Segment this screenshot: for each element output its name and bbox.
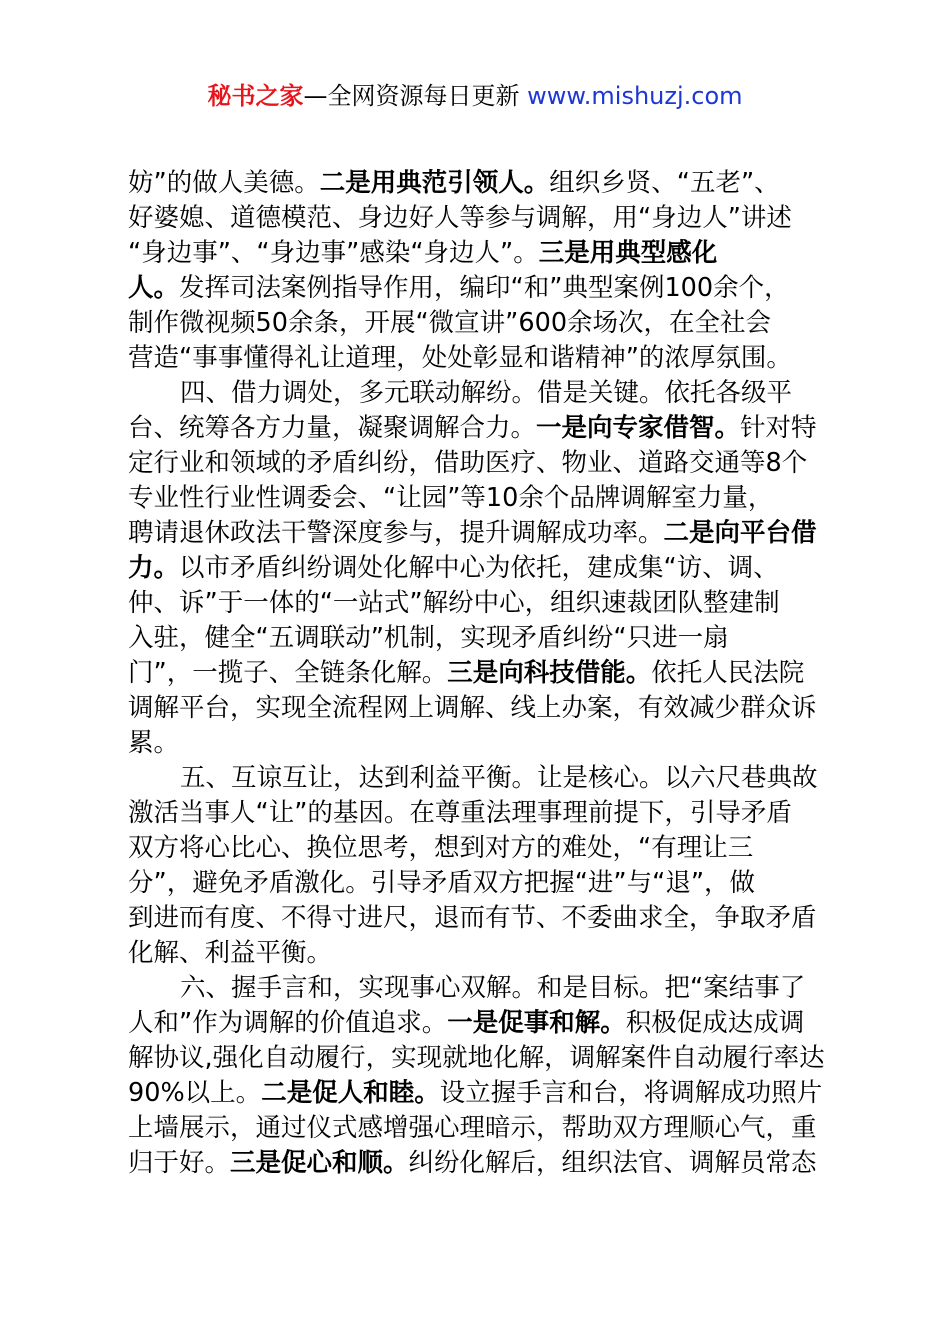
text-segment: 解协议,强化自动履行，实现就地化解，调解案件自动履行率达 (128, 1043, 825, 1073)
text-segment: 好婆媳、道德模范、身边好人等参与调解，用“身边人”讲述 (128, 203, 792, 233)
text-segment: 人和”作为调解的价值追求。 (128, 1008, 448, 1038)
text-line (128, 831, 828, 866)
text-segment: 化解、利益平衡。 (128, 938, 333, 968)
text-line (128, 551, 828, 586)
bold-text-segment: 一是促事和解。 (447, 1008, 626, 1038)
text-segment: 归于好。 (128, 1148, 231, 1178)
text-line (128, 446, 828, 481)
text-line (128, 236, 828, 271)
text-segment: 六、握手言和，实现事心双解。和是目标。把“案结事了 (180, 973, 806, 1003)
text-line (128, 761, 828, 796)
text-segment: 门”，一揽子、全链条化解。 (128, 658, 448, 688)
text-line (128, 866, 828, 901)
text-segment: 专业性行业性调委会、“让园”等10余个品牌调解室力量， (128, 483, 774, 513)
text-segment: 聘请退休政法干警深度参与，提升调解成功率。 (128, 518, 664, 548)
text-line (128, 516, 828, 551)
text-line (128, 971, 828, 1006)
header-tagline: —全网资源每日更新 (303, 82, 528, 110)
brand-name: 秘书之家 (207, 82, 304, 110)
text-line (128, 1006, 828, 1041)
text-line (128, 901, 828, 936)
text-line (128, 376, 828, 411)
text-line (128, 936, 828, 971)
text-segment: 针对特 (740, 413, 817, 443)
bold-text-segment: 三是促心和顺。 (230, 1148, 409, 1178)
document-body (128, 166, 828, 1181)
text-segment: 台、统筹各方力量，凝聚调解合力。 (128, 413, 537, 443)
header-url-link[interactable]: www.mishuzj.com (527, 82, 743, 110)
bold-text-segment: 一是向专家借智。 (536, 413, 741, 443)
text-segment: 90%以上。 (128, 1078, 262, 1108)
text-line (128, 166, 828, 201)
text-segment: 上墙展示，通过仪式感增强心理暗示，帮助双方理顺心气，重 (128, 1113, 817, 1143)
text-segment: 营造“事事懂得礼让道理，处处彰显和谐精神”的浓厚氛围。 (128, 343, 792, 373)
text-segment: 妨”的做人美德。 (128, 168, 320, 198)
bold-text-segment: 二是用典范引领人。 (319, 168, 550, 198)
text-segment: 激活当事人“让”的基因。在尊重法理事理前提下，引导矛盾 (128, 798, 792, 828)
text-line (128, 481, 828, 516)
text-line (128, 306, 828, 341)
text-segment: 纠纷化解后，组织法官、调解员常态 (408, 1148, 817, 1178)
page-header (0, 80, 950, 112)
bold-text-segment: 二是促人和睦。 (261, 1078, 440, 1108)
text-segment: 到进而有度、不得寸进尺，退而有节、不委曲求全，争取矛盾 (128, 903, 817, 933)
text-line (128, 691, 828, 726)
text-segment: “身边事”、“身边事”感染“身边人”。 (128, 238, 539, 268)
text-segment: 四、借力调处，多元联动解纷。借是关键。依托各级平 (180, 378, 793, 408)
bold-text-segment: 二是向平台借 (663, 518, 817, 548)
text-line (128, 1041, 828, 1076)
text-segment: 定行业和领域的矛盾纠纷，借助医疗、物业、道路交通等8个 (128, 448, 808, 478)
text-segment: 组织乡贤、“五老”、 (549, 168, 780, 198)
text-segment: 双方将心比心、换位思考，想到对方的难处，“有理让三 (128, 833, 754, 863)
text-line (128, 621, 828, 656)
text-segment: 积极促成达成调 (625, 1008, 805, 1038)
text-line (128, 271, 828, 306)
text-segment: 调解平台，实现全流程网上调解、线上办案，有效减少群众诉 (128, 693, 817, 723)
bold-text-segment: 力。 (128, 553, 180, 583)
text-segment: 以市矛盾纠纷调处化解中心为依托，建成集“访、调、 (179, 553, 779, 583)
bold-text-segment: 三是向科技借能。 (447, 658, 652, 688)
text-segment: 设立握手言和台，将调解成功照片 (439, 1078, 823, 1108)
text-line (128, 1111, 828, 1146)
text-line (128, 796, 828, 831)
text-line (128, 411, 828, 446)
text-segment: 制作微视频50余条，开展“微宣讲”600余场次，在全社会 (128, 308, 772, 338)
bold-text-segment: 人。 (128, 273, 180, 303)
text-line (128, 1076, 828, 1111)
text-line (128, 586, 828, 621)
text-line (128, 656, 828, 691)
text-segment: 入驻，健全“五调联动”机制，实现矛盾纠纷“只进一扇 (128, 623, 729, 653)
text-segment: 分”，避免矛盾激化。引导矛盾双方把握“进”与“退”，做 (128, 868, 756, 898)
text-segment: 仲、诉”于一体的“一站式”解纷中心，组织速裁团队整建制 (128, 588, 780, 618)
bold-text-segment: 三是用典型感化 (538, 238, 718, 268)
text-line (128, 1146, 828, 1181)
text-line (128, 201, 828, 236)
text-segment: 累。 (128, 728, 180, 758)
text-segment: 发挥司法案例指导作用，编印“和”典型案例100余个， (179, 273, 790, 303)
text-segment: 五、互谅互让，达到利益平衡。让是核心。以六尺巷典故 (180, 763, 818, 793)
text-segment: 依托人民法院 (651, 658, 805, 688)
text-line (128, 726, 828, 761)
text-line (128, 341, 828, 376)
